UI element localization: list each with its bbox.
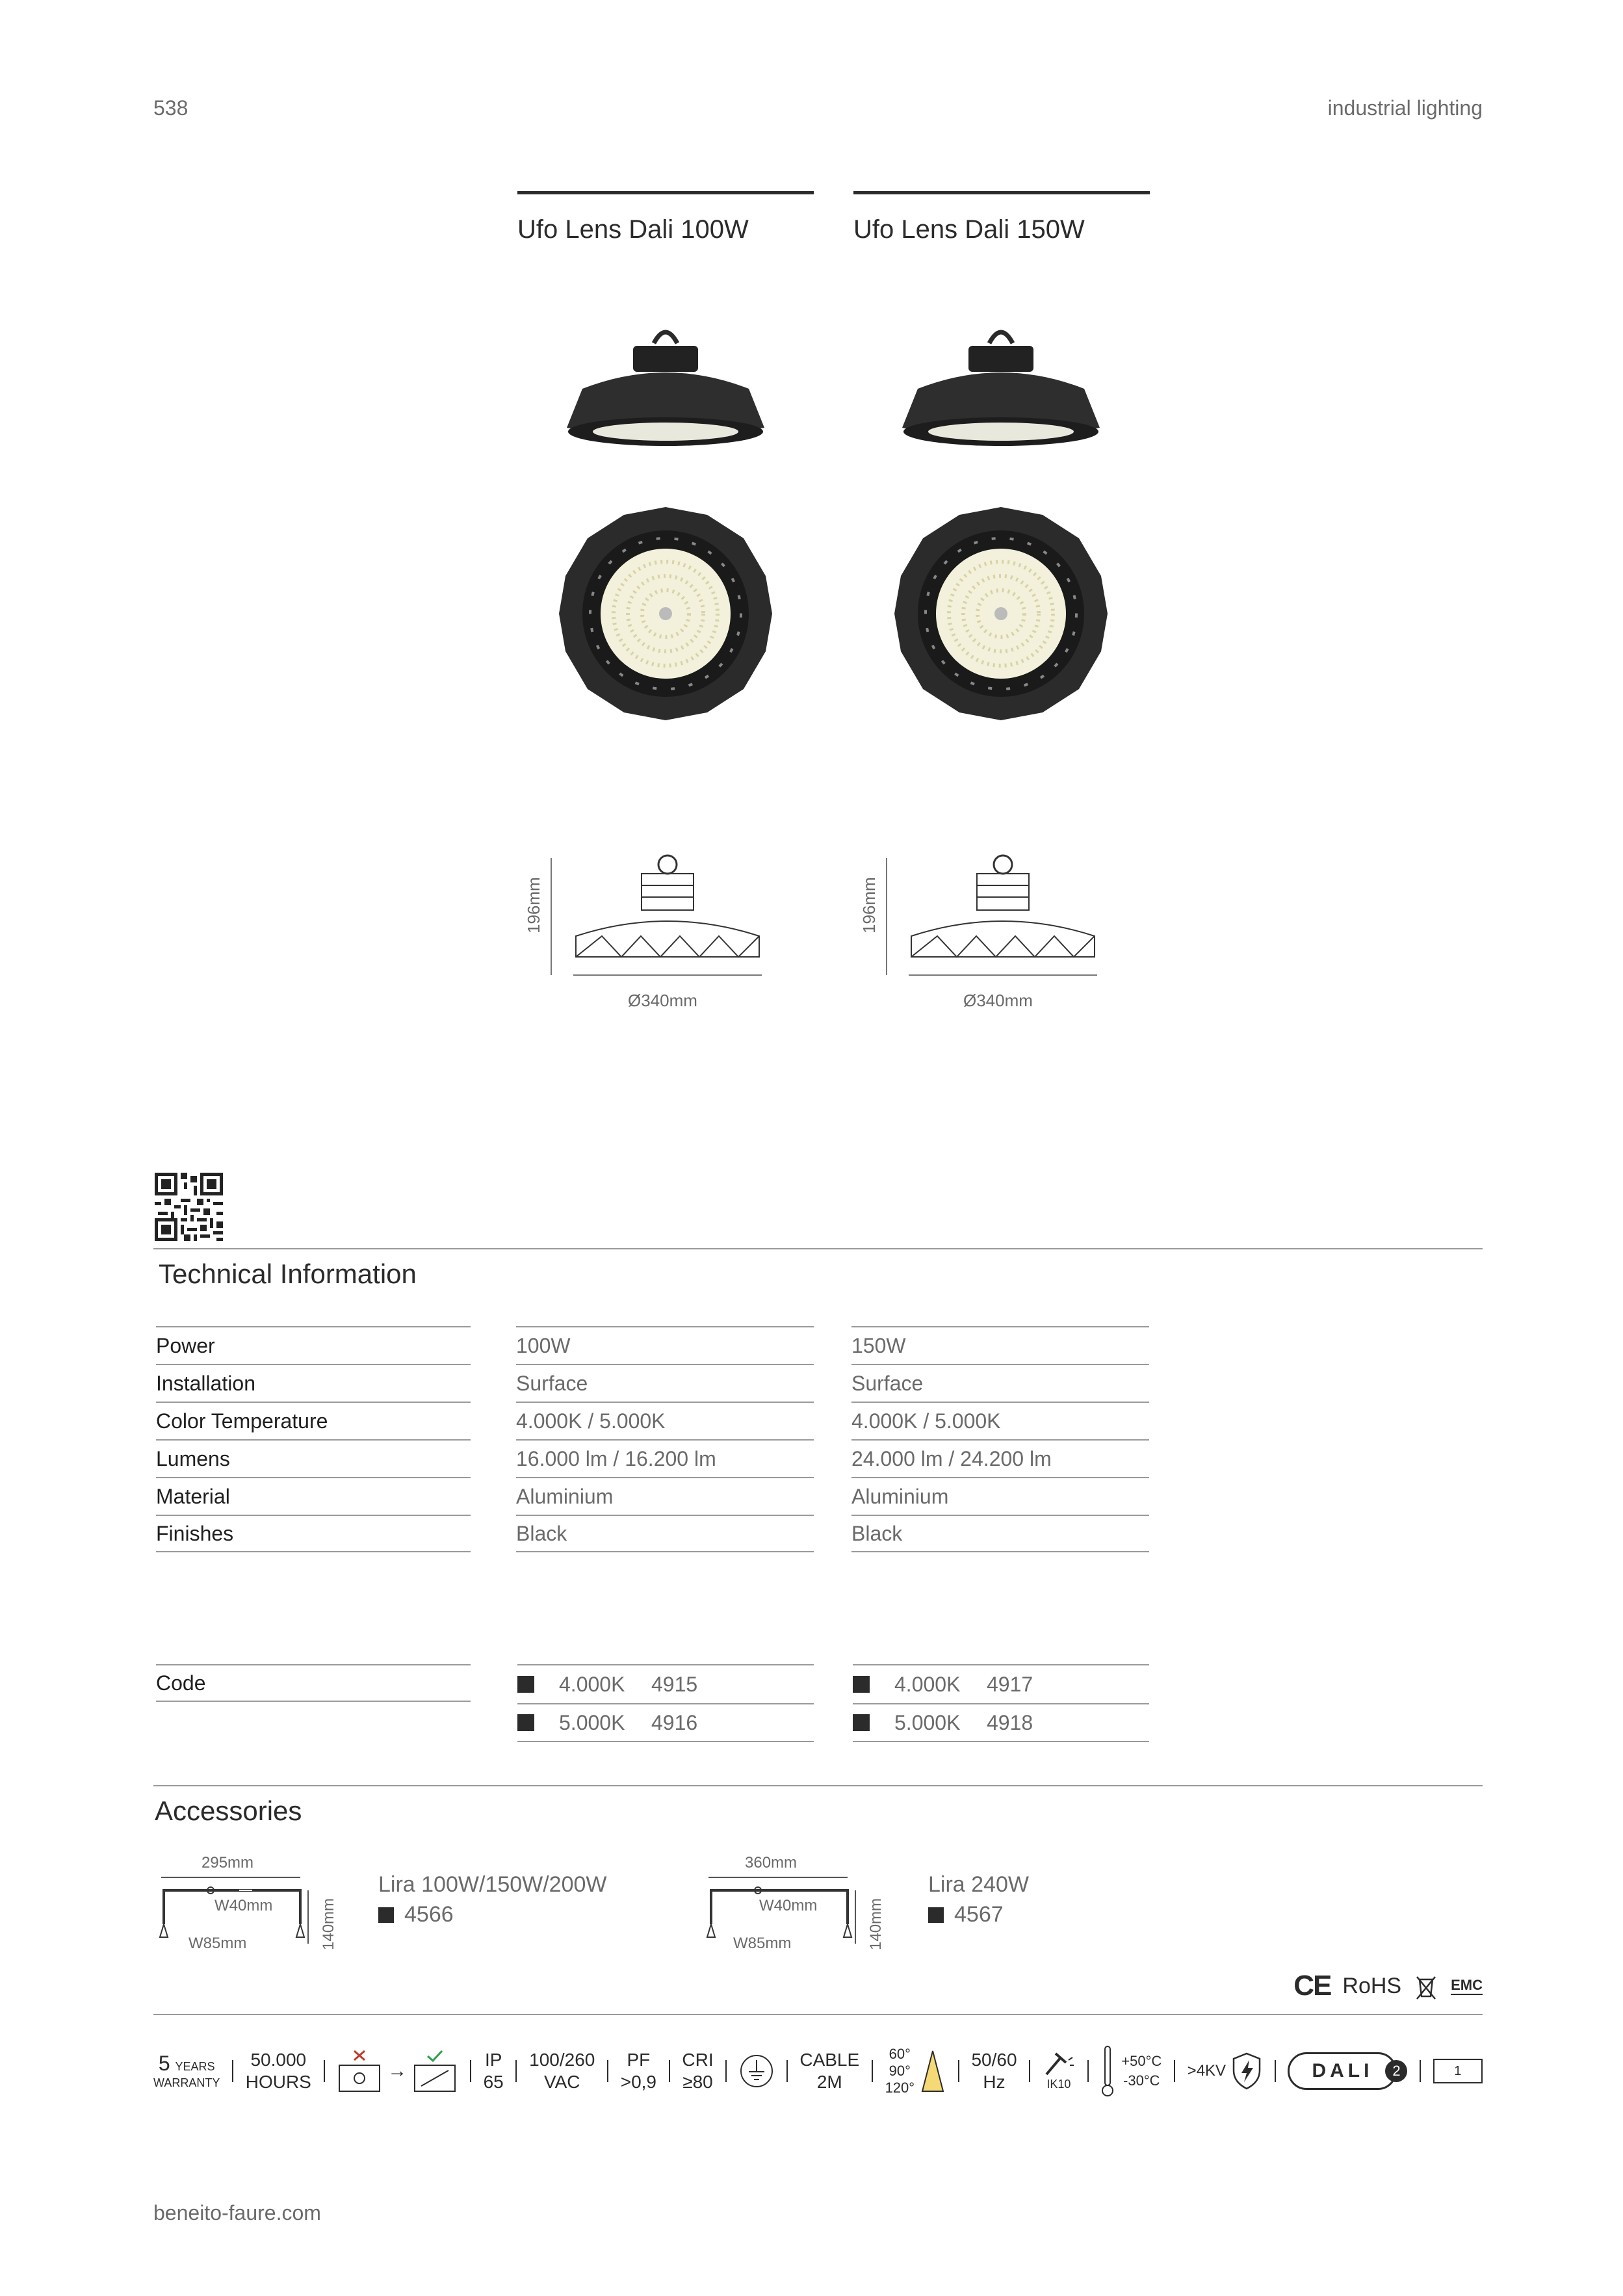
code-label-col xyxy=(156,1664,471,1702)
box-quantity: 1 xyxy=(1433,2059,1483,2083)
spec-value: 4.000K / 5.000K xyxy=(516,1402,814,1439)
shield-bolt-icon xyxy=(1231,2052,1262,2090)
ip-label: IP xyxy=(484,2050,502,2070)
height-label: 140mm xyxy=(320,1898,337,1950)
color-swatch xyxy=(517,1714,534,1731)
base-width-label: W85mm xyxy=(733,1935,792,1952)
ip-rating xyxy=(484,2049,504,2093)
codes-100w xyxy=(517,1664,814,1742)
separator xyxy=(515,2060,517,2082)
dali-badge xyxy=(1288,2052,1407,2090)
spec-value: 4.000K / 5.000K xyxy=(851,1402,1149,1439)
spec-label: Color Temperature xyxy=(156,1402,471,1439)
beam-angles xyxy=(885,2046,946,2096)
certifications xyxy=(1293,1970,1483,2002)
frequency-value: 50/60 xyxy=(971,2050,1017,2070)
width-label: 295mm xyxy=(201,1854,254,1872)
section-name: industrial lighting xyxy=(1327,96,1483,120)
hours-label: HOURS xyxy=(245,2072,311,2092)
temperature-range xyxy=(1100,2045,1162,2097)
separator xyxy=(232,2060,233,2082)
voltage-label: VAC xyxy=(543,2072,580,2092)
spec-label: Installation xyxy=(156,1364,471,1402)
rohs-mark: RoHS xyxy=(1342,1973,1402,1998)
height-label: 196mm xyxy=(859,877,879,933)
separator xyxy=(725,2060,727,2082)
arrow-right-icon: → xyxy=(387,2060,408,2081)
separator xyxy=(1029,2060,1030,2082)
spec-value: Surface xyxy=(516,1364,814,1402)
inner-width-label: W40mm xyxy=(759,1897,818,1914)
spec-value: Black xyxy=(516,1515,814,1552)
footer-url[interactable]: beneito-faure.com xyxy=(153,2201,321,2224)
dimension-drawing xyxy=(550,845,764,982)
separator xyxy=(1420,2060,1421,2082)
qr-code[interactable] xyxy=(155,1173,226,1244)
code-row xyxy=(853,1703,1149,1742)
color-swatch xyxy=(853,1676,870,1693)
technical-title: Technical Information xyxy=(159,1259,417,1289)
weee-bin-icon xyxy=(1413,1972,1439,2000)
code-number: 4915 xyxy=(651,1672,698,1696)
section-divider xyxy=(153,1248,1483,1249)
product-front-photo xyxy=(892,504,1110,723)
accessory-code xyxy=(928,1902,1004,1927)
emc-mark: EMC xyxy=(1451,1977,1483,1995)
cri-label: CRI xyxy=(682,2050,714,2070)
hammer-icon xyxy=(1043,2051,1075,2077)
code-temp: 4.000K xyxy=(894,1672,961,1696)
product-side-photo xyxy=(556,317,775,454)
code-row xyxy=(517,1703,814,1742)
code-temp: 5.000K xyxy=(559,1710,625,1734)
separator xyxy=(470,2060,471,2082)
warranty-years: YEARS xyxy=(175,2060,215,2073)
cable-label: CABLE xyxy=(799,2050,860,2070)
spec-value: Black xyxy=(851,1515,1149,1552)
beam-angle: 90° xyxy=(889,2063,911,2079)
accessory-code-number: 4566 xyxy=(404,1902,454,1927)
power-factor xyxy=(621,2049,656,2093)
height-label: 140mm xyxy=(867,1898,885,1950)
separator xyxy=(607,2060,608,2082)
product-front-photo xyxy=(556,504,775,723)
temp-min: -30°C xyxy=(1123,2072,1160,2089)
spec-value: 150W xyxy=(851,1326,1149,1364)
spec-labels xyxy=(156,1326,471,1552)
spec-value: Aluminium xyxy=(851,1477,1149,1515)
color-swatch xyxy=(928,1907,944,1923)
pf-label: PF xyxy=(627,2050,651,2070)
spec-label: Material xyxy=(156,1477,471,1515)
separator xyxy=(872,2060,873,2082)
dimension-drawing xyxy=(885,845,1100,982)
page-number: 538 xyxy=(153,96,188,120)
lifetime-hours xyxy=(246,2049,311,2093)
lamp-replacement xyxy=(337,2048,458,2094)
height-label: 196mm xyxy=(524,877,543,933)
product-header-1 xyxy=(517,191,814,244)
section-divider xyxy=(153,2014,1483,2015)
spec-values-150w xyxy=(851,1326,1149,1552)
color-swatch xyxy=(378,1907,394,1923)
voltage xyxy=(529,2049,595,2093)
cri xyxy=(682,2049,713,2093)
temp-max: +50°C xyxy=(1121,2053,1162,2069)
thermometer-icon xyxy=(1100,2045,1115,2097)
feature-icon-bar xyxy=(153,2040,1483,2102)
led-panel-check-icon xyxy=(412,2048,458,2094)
ip-value: 65 xyxy=(483,2072,504,2092)
spec-label: Lumens xyxy=(156,1439,471,1477)
ce-mark: CE xyxy=(1293,1970,1331,2002)
base-width-label: W85mm xyxy=(188,1935,247,1952)
code-number: 4917 xyxy=(987,1672,1033,1696)
spec-value: Aluminium xyxy=(516,1477,814,1515)
hours-value: 50.000 xyxy=(250,2050,307,2070)
diameter-label: Ø340mm xyxy=(628,991,697,1010)
accessory-name: Lira 100W/150W/200W xyxy=(378,1872,607,1897)
code-label: Code xyxy=(156,1664,471,1702)
code-row xyxy=(853,1664,1149,1703)
product-side-photo xyxy=(892,317,1110,454)
frequency-unit: Hz xyxy=(983,2072,1006,2092)
beam-angle-values xyxy=(885,2046,915,2096)
earth-ground-icon xyxy=(739,2054,774,2089)
frequency xyxy=(971,2049,1017,2093)
spec-value: 24.000 lm / 24.200 lm xyxy=(851,1439,1149,1477)
warranty-badge xyxy=(153,2052,220,2090)
beam-angle-icon xyxy=(920,2048,946,2094)
separator xyxy=(958,2060,959,2082)
codes-150w xyxy=(853,1664,1149,1742)
pf-value: >0,9 xyxy=(620,2072,656,2092)
section-divider xyxy=(153,1785,1483,1786)
color-swatch xyxy=(853,1714,870,1731)
dali-logo: DALI xyxy=(1288,2052,1397,2090)
product-title: Ufo Lens Dali 100W xyxy=(517,215,749,244)
inner-width-label: W40mm xyxy=(214,1897,273,1914)
width-label: 360mm xyxy=(745,1854,798,1872)
beam-angle: 120° xyxy=(885,2080,915,2096)
surge-value: >4KV xyxy=(1187,2062,1227,2080)
surge-protection xyxy=(1188,2052,1262,2090)
product-header-2 xyxy=(853,191,1150,244)
spec-values-100w xyxy=(516,1326,814,1552)
color-swatch xyxy=(517,1676,534,1693)
cri-value: ≥80 xyxy=(682,2072,713,2092)
accessories-title: Accessories xyxy=(155,1795,302,1826)
code-temp: 5.000K xyxy=(894,1710,961,1734)
old-lamp-crossed-icon xyxy=(337,2048,382,2094)
dali-version: 2 xyxy=(1385,2060,1407,2082)
separator xyxy=(786,2060,788,2082)
spec-value: Surface xyxy=(851,1364,1149,1402)
separator xyxy=(1275,2060,1276,2082)
separator xyxy=(324,2060,325,2082)
separator xyxy=(669,2060,670,2082)
code-row xyxy=(517,1664,814,1703)
cable-value: 2M xyxy=(816,2072,842,2092)
spec-label: Power xyxy=(156,1326,471,1364)
accessory-code xyxy=(378,1902,454,1927)
ik-value: IK10 xyxy=(1046,2078,1071,2091)
spec-label: Finishes xyxy=(156,1515,471,1552)
diameter-label: Ø340mm xyxy=(963,991,1033,1010)
code-temp: 4.000K xyxy=(559,1672,625,1696)
spec-value: 100W xyxy=(516,1326,814,1364)
accessory-code-number: 4567 xyxy=(954,1902,1004,1927)
temperature-values xyxy=(1121,2052,1162,2091)
separator xyxy=(1087,2060,1089,2082)
code-number: 4918 xyxy=(987,1710,1033,1734)
package-quantity xyxy=(1433,2059,1483,2083)
cable-length xyxy=(799,2049,859,2093)
code-number: 4916 xyxy=(651,1710,698,1734)
impact-rating xyxy=(1043,2051,1075,2091)
separator xyxy=(1174,2060,1175,2082)
beam-angle: 60° xyxy=(889,2046,911,2062)
product-title: Ufo Lens Dali 150W xyxy=(853,215,1085,244)
spec-value: 16.000 lm / 16.200 lm xyxy=(516,1439,814,1477)
accessory-name: Lira 240W xyxy=(928,1872,1029,1897)
voltage-value: 100/260 xyxy=(529,2050,595,2070)
warranty-number: 5 xyxy=(158,2052,170,2075)
warranty-word: WARRANTY xyxy=(153,2076,220,2089)
